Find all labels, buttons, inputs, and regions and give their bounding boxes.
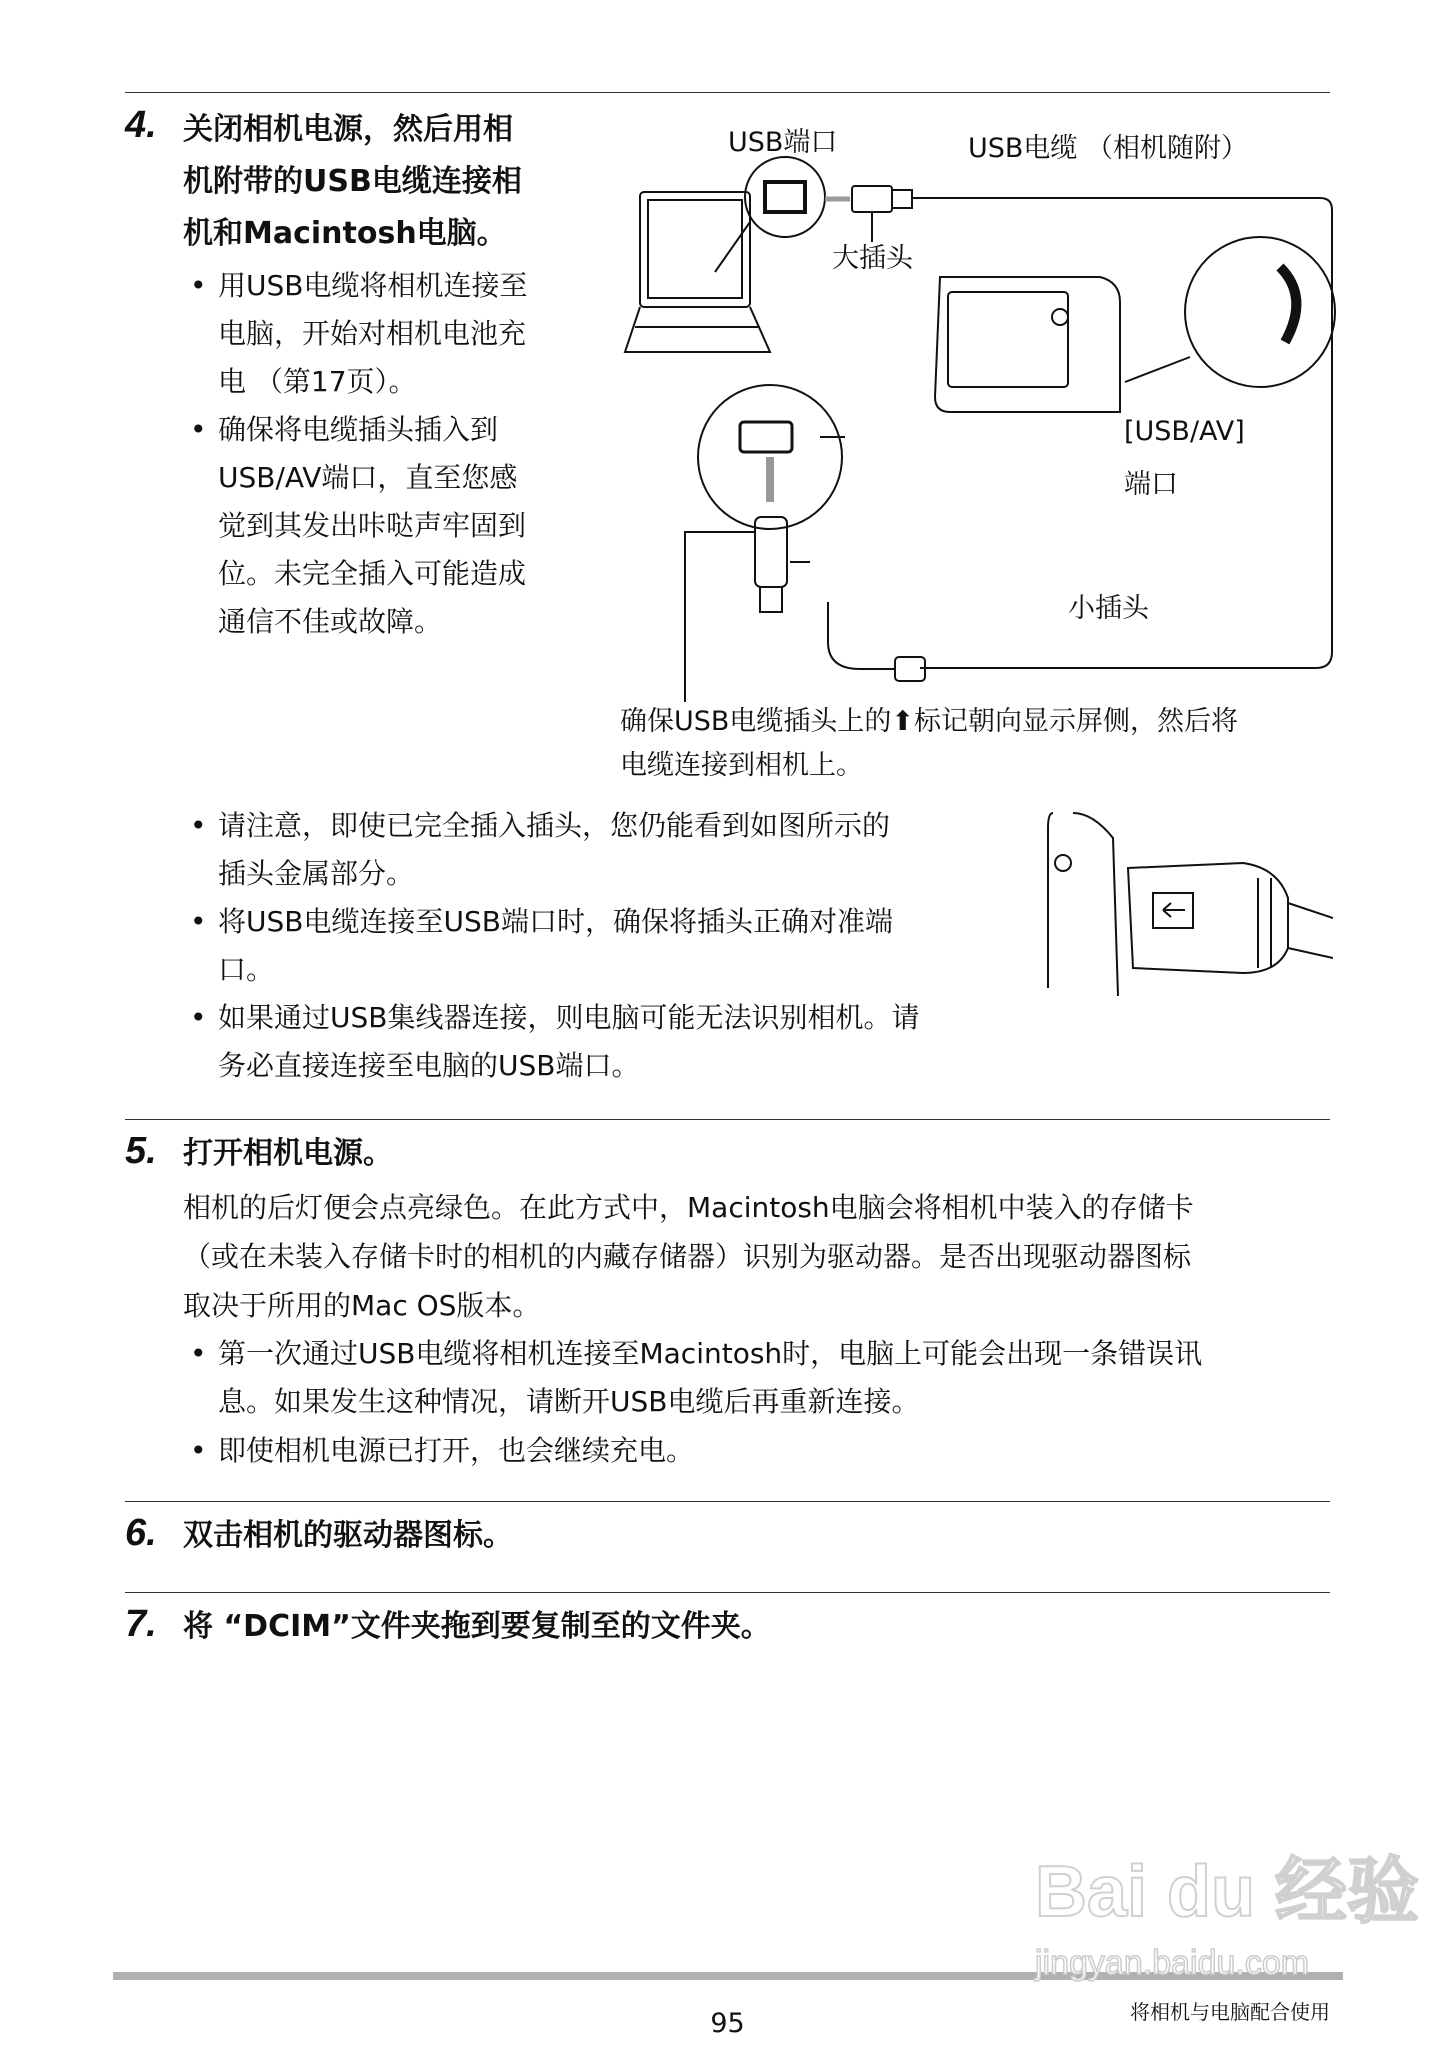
step-7-title: 将 “DCIM”文件夹拖到要复制至的文件夹。 (183, 1609, 771, 1644)
step-4-title-line: 关闭相机电源，然后用相 (183, 112, 513, 147)
bullet-item (190, 262, 527, 406)
section-rule (125, 1119, 1330, 1120)
laptop-illustration (625, 192, 770, 352)
bullet-line: 务必直接连接至电脑的USB端口。 (218, 1049, 640, 1082)
step-7-number: 7. (125, 1603, 157, 1645)
bullet-line: 电脑，开始对相机电池充 (218, 317, 527, 350)
bullet-line: 请注意，即使已完全插入插头，您仍能看到如图所示的 (218, 809, 891, 842)
step-5-paragraph-line: 取决于所用的Mac OS版本。 (183, 1289, 541, 1322)
bullet-item (190, 898, 893, 994)
bullet-dot: • (190, 1434, 207, 1467)
diagram-caption: 电缆连接到相机上。 (620, 750, 863, 781)
page-number: 95 (710, 2008, 745, 2039)
label-usb-av-port: [USB/AV] (1124, 416, 1245, 447)
plug-inserted-illustration (1043, 808, 1333, 996)
bullet-item (190, 1427, 694, 1475)
step-5-paragraph-line: 相机的后灯便会点亮绿色。在此方式中，Macintosh电脑会将相机中装入的存储卡 (183, 1191, 1194, 1224)
label-usb-av-port: 端口 (1124, 469, 1178, 500)
step-5-title: 打开相机电源。 (183, 1136, 393, 1171)
label-small-plug: 小插头 (1068, 593, 1149, 624)
bullet-dot: • (190, 1001, 207, 1034)
step-6-number: 6. (125, 1512, 157, 1554)
bullet-dot: • (190, 413, 207, 446)
bullet-line: USB/AV端口，直至您感 (218, 461, 518, 494)
bullet-line: 电 （第17页）。 (218, 365, 417, 398)
bullet-item (190, 802, 890, 898)
baidu-watermark-url: jingyan.baidu.com (1035, 1944, 1310, 1982)
bullet-line: 通信不佳或故障。 (218, 605, 443, 638)
label-large-plug: 大插头 (832, 243, 913, 274)
bullet-line: 觉到其发出咔哒声牢固到 (218, 509, 527, 542)
baidu-watermark-logo: Bai du 经验 (1035, 1852, 1420, 1932)
step-4-number: 4. (125, 104, 157, 146)
bullet-line: 口。 (218, 953, 275, 986)
bullet-dot: • (190, 269, 207, 302)
section-rule (125, 1501, 1330, 1502)
bullet-line: 用USB电缆将相机连接至 (218, 269, 528, 302)
step-6-title: 双击相机的驱动器图标。 (183, 1518, 513, 1553)
usb-connection-diagram (620, 112, 1340, 702)
bullet-line: 位。未完全插入可能造成 (218, 557, 527, 590)
section-rule (125, 1592, 1330, 1593)
bullet-line: 如果通过USB集线器连接，则电脑可能无法识别相机。请 (218, 1001, 920, 1034)
bullet-line: 息。如果发生这种情况，请断开USB电缆后再重新连接。 (218, 1385, 920, 1418)
bullet-dot: • (190, 809, 207, 842)
step-4-title-line: 机和Macintosh电脑。 (183, 216, 507, 251)
diagram-caption: 确保USB电缆插头上的⬆标记朝向显示屏侧，然后将 (620, 706, 1239, 737)
bullet-item (190, 406, 526, 646)
footer-section-title: 将相机与电脑配合使用 (1130, 2000, 1330, 2024)
step-5-paragraph-line: （或在未装入存储卡时的相机的内藏存储器）识别为驱动器。是否出现驱动器图标 (183, 1240, 1192, 1273)
bullet-item (190, 994, 919, 1090)
step-5-number: 5. (125, 1130, 157, 1172)
bullet-line: 插头金属部分。 (218, 857, 415, 890)
bullet-line: 将USB电缆连接至USB端口时，确保将插头正确对准端 (218, 905, 893, 938)
label-usb-cable: USB电缆 （相机随附） (968, 133, 1249, 164)
step-4-title-line: 机附带的USB电缆连接相 (183, 164, 522, 199)
bullet-dot: • (190, 1337, 207, 1370)
bullet-line: 确保将电缆插头插入到 (218, 413, 499, 446)
bullet-dot: • (190, 905, 207, 938)
top-rule (125, 92, 1330, 93)
bullet-item (190, 1330, 1202, 1426)
bullet-line: 第一次通过USB电缆将相机连接至Macintosh时，电脑上可能会出现一条错误讯 (218, 1337, 1203, 1370)
bullet-line: 即使相机电源已打开，也会继续充电。 (218, 1434, 695, 1467)
label-usb-port: USB端口 (728, 127, 838, 158)
